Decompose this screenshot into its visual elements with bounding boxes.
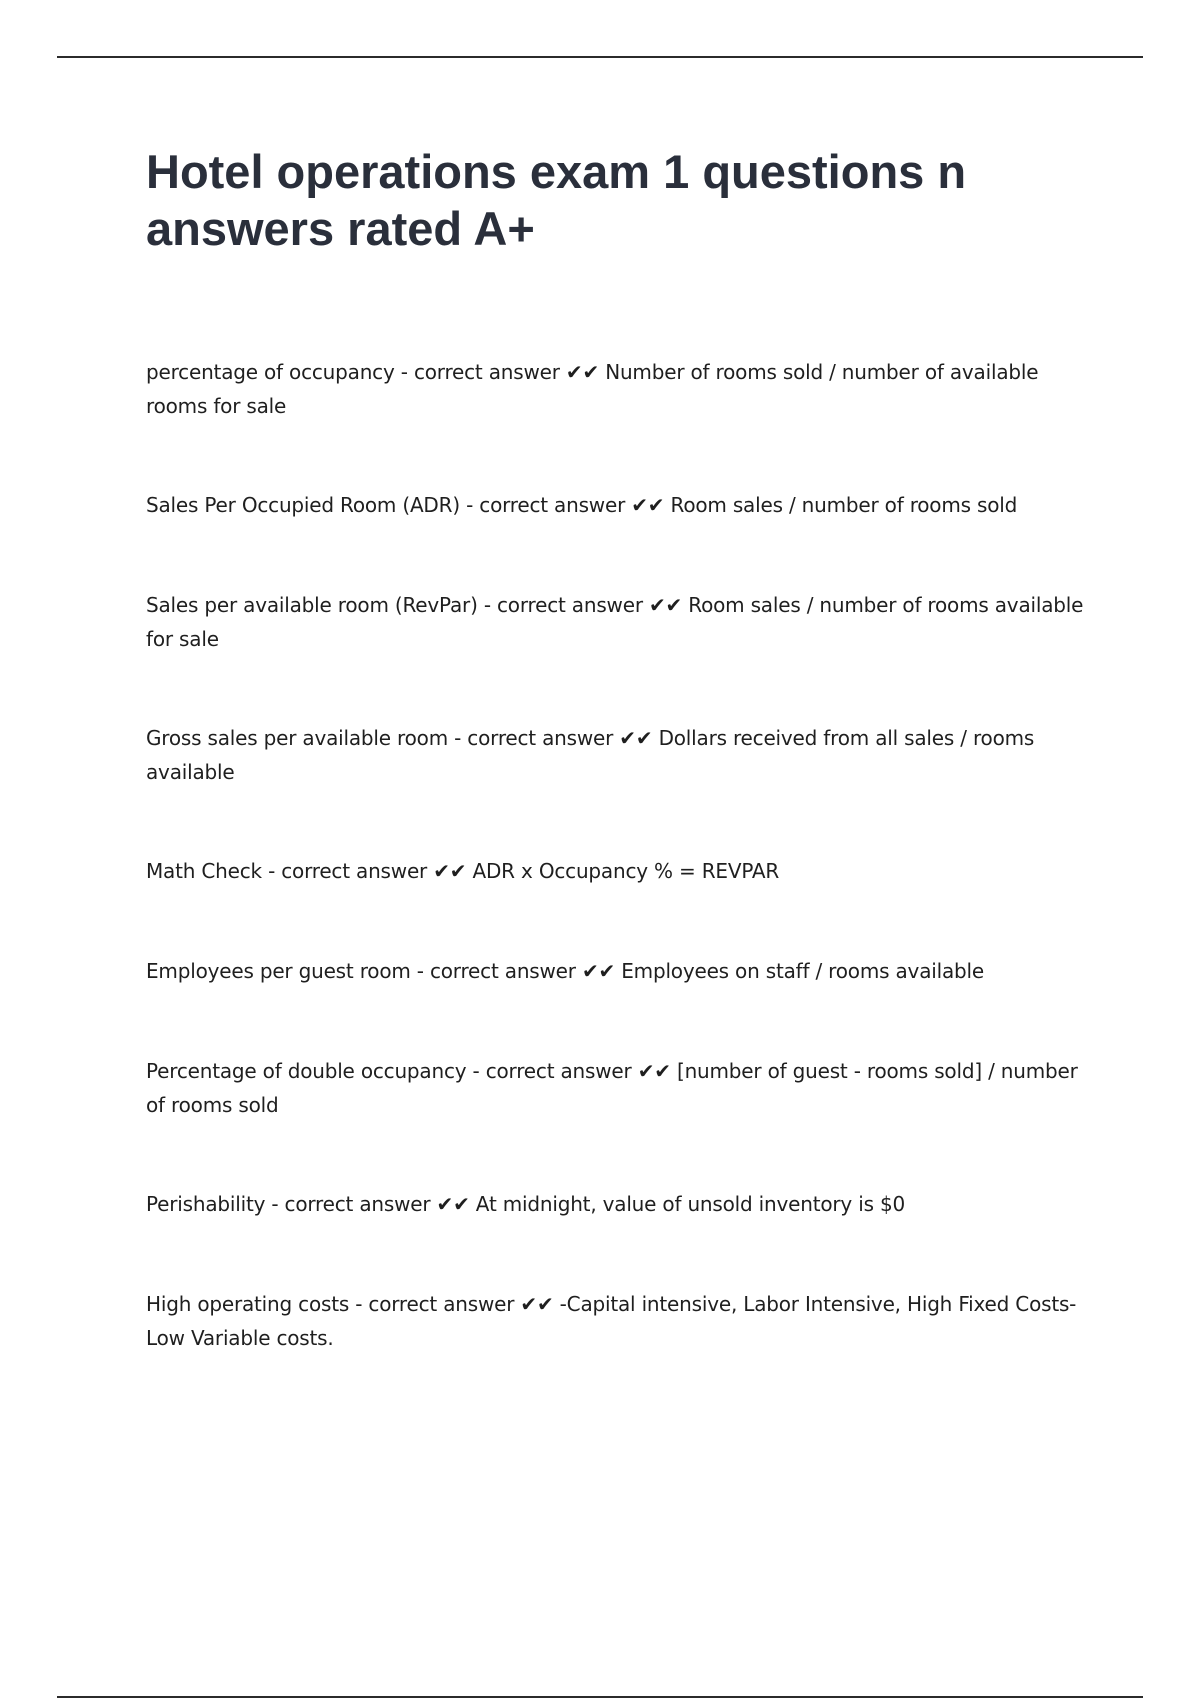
qa-item-revpar: Sales per available room (RevPar) - correct answer ✔✔ Room sales / number of rooms available for sale <box>146 593 1084 651</box>
document-title: Hotel operations exam 1 questions n answers rated A+ <box>146 145 967 255</box>
qa-item-double-occupancy: Percentage of double occupancy - correct answer ✔✔ [number of guest - rooms sold] / number of rooms sold <box>146 1059 1078 1117</box>
qa-item-occupancy-percentage: percentage of occupancy - correct answer ✔✔ Number of rooms sold / number of available rooms for sale <box>146 360 1039 418</box>
bottom-rule <box>57 1696 1143 1698</box>
qa-item-perishability: Perishability - correct answer ✔✔ At midnight, value of unsold inventory is $0 <box>146 1192 905 1216</box>
qa-item-adr: Sales Per Occupied Room (ADR) - correct answer ✔✔ Room sales / number of rooms sold <box>146 493 1018 517</box>
qa-list <box>146 355 1086 1420</box>
top-rule <box>57 56 1143 58</box>
qa-item-high-operating-costs: High operating costs - correct answer ✔✔ -Capital intensive, Labor Intensive, High Fixed Costs- Low Variable costs. <box>146 1292 1077 1350</box>
qa-item-gross-sales: Gross sales per available room - correct answer ✔✔ Dollars received from all sales / rooms available <box>146 726 1035 784</box>
qa-item-employees-per-room: Employees per guest room - correct answer ✔✔ Employees on staff / rooms available <box>146 959 984 983</box>
qa-item-math-check: Math Check - correct answer ✔✔ ADR x Occupancy % = REVPAR <box>146 859 780 883</box>
